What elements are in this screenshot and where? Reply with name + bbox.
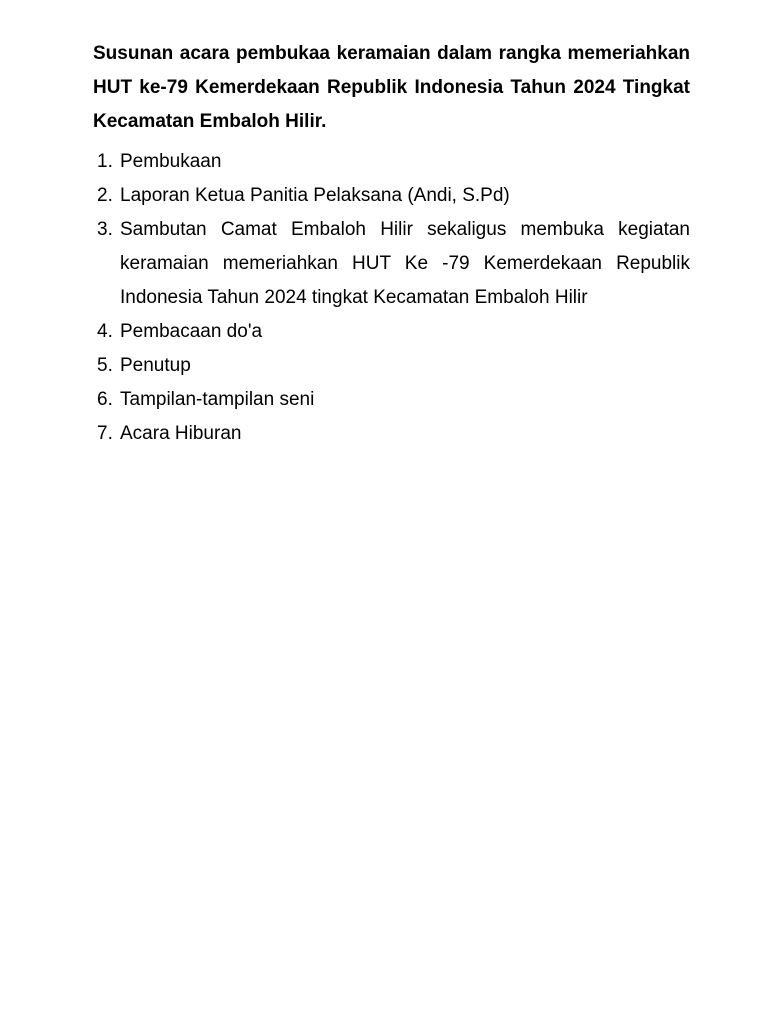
agenda-item <box>93 145 690 179</box>
agenda-item-text: Laporan Ketua Panitia Pelaksana (Andi, S.Pd) <box>120 185 510 206</box>
agenda-item-text: Penutup <box>120 355 191 376</box>
agenda-item-number: 6. <box>97 389 113 410</box>
agenda-item-text: Pembacaan do'a <box>120 321 263 342</box>
agenda-item-number: 4. <box>97 321 113 342</box>
agenda-item <box>93 383 690 417</box>
document-heading: Susunan acara pembukaa keramaian dalam rangka memeriahkan HUT ke-79 Kemerdekaan Republik Indonesia Tahun 2024 Tingkat Kecamatan Embaloh Hilir. <box>93 43 690 132</box>
agenda-item <box>93 179 690 213</box>
agenda-item-number: 1. <box>97 151 113 172</box>
agenda-item-number: 7. <box>97 423 113 444</box>
agenda-item-text: Pembukaan <box>120 151 222 172</box>
agenda-item-text: Tampilan-tampilan seni <box>120 389 315 410</box>
document-page <box>93 37 690 451</box>
agenda-item-number: 2. <box>97 185 113 206</box>
agenda-item-text: Sambutan Camat Embaloh Hilir sekaligus membuka kegiatan keramaian memeriahkan HUT Ke -79 Kemerdekaan Republik Indonesia Tahun 2024 tingkat Kecamatan Embaloh Hilir <box>120 219 690 308</box>
agenda-item <box>93 315 690 349</box>
agenda-item-number: 3. <box>97 219 113 240</box>
agenda-item <box>93 349 690 383</box>
agenda-item-text: Acara Hiburan <box>120 423 242 444</box>
agenda-item <box>93 213 690 315</box>
agenda-item <box>93 417 690 451</box>
agenda-item-number: 5. <box>97 355 113 376</box>
agenda-list <box>93 145 690 451</box>
